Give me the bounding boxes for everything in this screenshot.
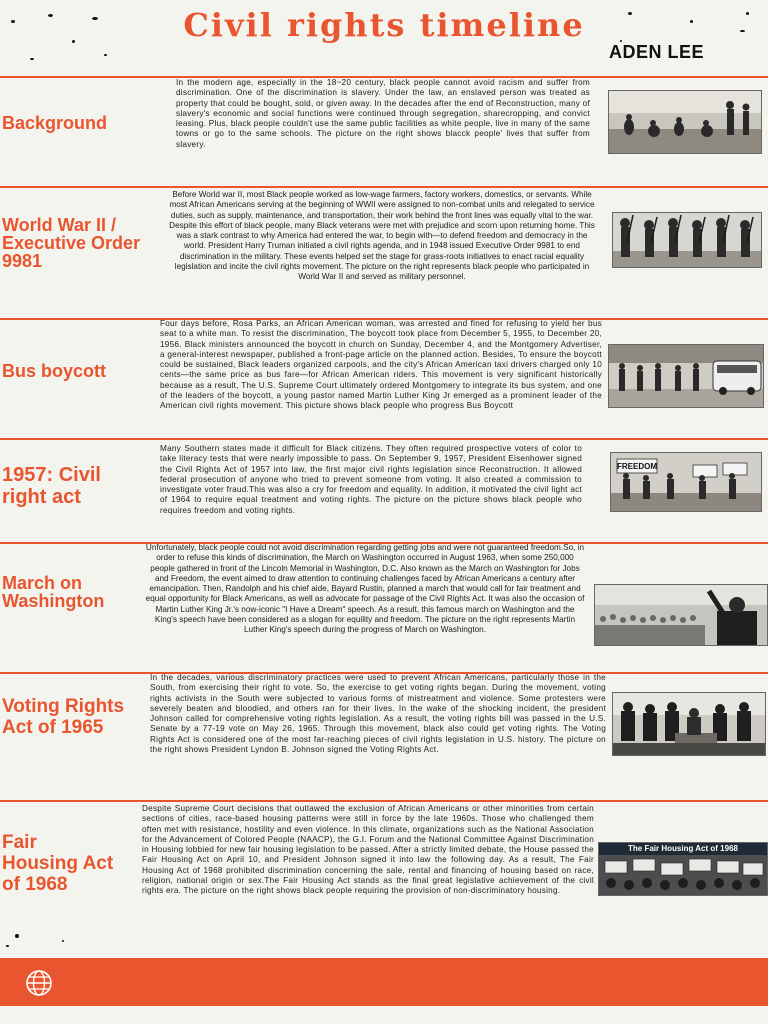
author-name: ADEN LEE	[608, 42, 704, 62]
section-voting-rights-act-1965	[0, 672, 768, 800]
section-divider	[0, 186, 768, 188]
section-photo	[612, 692, 766, 756]
section-title: March on Washington	[2, 573, 105, 611]
section-fair-housing-act-1968	[0, 800, 768, 956]
section-civil-rights-act-1957	[0, 438, 768, 542]
section-body: Many Southern states made it difficult for Black citizens. They often required prospective voters of color to take literacy tests that were nearly impossible to pass. On September 9, 1957, President Eisenhower signed the Civil Rights Act of 1957 into law, the first major civil rights legislation since Reconstruction. It allowed federal prosecution of anyone who tried to prevent someone from voting. It also created a commission to investigate voter fraud.This was also a cry for freedom and equality. In addition, it motivated the civil light act of 1964 to require equal treatment and voting rights. The picture on the picture shows black people who requires freedom and voting rights.	[160, 444, 582, 515]
section-background	[0, 76, 768, 186]
section-march-on-washington	[0, 542, 768, 672]
section-title: Fair Housing Act of 1968	[2, 832, 114, 895]
section-title: World War II / Executive Order 9981	[2, 215, 141, 271]
section-photo	[612, 212, 762, 268]
section-title: Bus boycott	[2, 361, 107, 381]
section-photo	[608, 344, 764, 408]
section-title: Background	[2, 113, 108, 133]
section-title: Voting Rights Act of 1965	[2, 696, 125, 738]
section-photo	[598, 842, 768, 896]
footer-bar	[0, 958, 768, 1006]
section-photo	[608, 90, 762, 154]
section-body: Despite Supreme Court decisions that outlawed the exclusion of African Americans or other minorities from certain sections of cities, race-based housing patterns were still in force by the late 1960s. Those who challenged them often met with resistance, hostility and even violence. In this climate, organizations such as the National Association for the Advancement of Colored People (NAACP), the G.I. Forum and the National Committee Against Discrimination in Housing lobbied for new fair housing legislation to be passed. After a strictly limited debate, the House passed the Fair Housing Act on April 10, and President Johnson signed it into law the following day. As a result, The Fair Housing Act of 1968 prohibited discrimination concerning the sale, rental and financing of housing based on race, religion, national origin or sex.The Fair Housing Act stands as the final great legislative achievement of the civil rights era. The picture on the right shows black people requiring the provision of non-discriminatory housing.	[142, 804, 594, 896]
page-title: Civil rights timeline	[183, 6, 585, 44]
section-bus-boycott	[0, 318, 768, 438]
photo-sign-text: FREEDOM	[617, 462, 657, 471]
photo-caption: The Fair Housing Act of 1968	[599, 843, 767, 855]
section-world-war-ii	[0, 186, 768, 318]
section-photo	[594, 584, 768, 646]
section-body: In the decades, various discriminatory practices were used to prevent African Americans, particularly those in the South, from exercising their right to vote. So, the exercise to get voting rights began. During the movement, voting rights activists in the South were subjected to various forms of mistreatment and violence. Some protesters were severely beaten and bloodied, and others ran for their lives. In the wake of the shocking incident, the president Johnson called for comprehensive voting rights legislation. As a result, the voting rights bill was passed in the U.S. Senate by a 77-19 vote on May 26, 1965. Through this movement, black also could get voting rights. The Voting Rights Act is considered one of the most far-reaching pieces of civil rights legislation in U.S. history. The picture on the right shows President Lyndon B. Johnson signed the Voting Rights Act.	[150, 673, 606, 755]
section-title: 1957: Civil right act	[2, 464, 101, 508]
section-body: Unfortunately, black people could not avoid discrimination regarding getting jobs and were not guaranteed freedom.So, in order to refuse this kinds of discrimination, the March on Washington occurred in August 1963, when some 250,000 people gathered in front of the Lincoln Memorial in Washington, D.C. Also known as the March on Washington for Jobs and Freedom, the event aimed to draw attention to continuing challenges faced by African Americans a century after emancipation. Then, Randolph and his chief aide, Bayard Rustin, planned a march that would call for fair treatment and equal opportunity for Black Americans, as well as advocate for passage of the Civil Rights Act. It was also the occasion of Martin Luther King Jr.'s now-iconic "I Have a Dream" speech. As a result, this famous march on Washington and the King's speech have been considered as a slogan for equility and freedom. The picture on the right represents Martin Luther King's speech during the progress of March on Washington.	[145, 543, 585, 635]
section-body: Before World war II, most Black people worked as low-wage farmers, factory workers, domestics, or servants. While most African Americans serving at the beginning of WWII were assigned to non-combat units and relegated to service duties, such as supply, maintenance, and transportation, their work behind the front lines was equally vital to the war. Despite this effort of black people, many Black veterans were met with prejudice and scorn upon returning home. This was a stark contrast to why America had entered the war, to begin with—to defend freedom and democracy in the world. President Harry Truman initiated a civil rights agenda, and in 1948 issued Executive Order 9981 to end discrimination in the military. These events helped set the stage for grass-roots initiatives to enact racial equality legislation and incite the civil rights movement. The picture on the right represents black people who participated in World War II and served as military personnel.	[169, 190, 595, 282]
section-divider	[0, 438, 768, 440]
section-divider	[0, 800, 768, 802]
section-photo	[610, 452, 762, 512]
section-body: In the modern age, especially in the 18~20 century, black people cannot avoid racism and suffer from discrimination. One of the discrimination is slavery. Under the law, an enslaved person was treated as property that could be bought, sold, or given away. In the decades after the end of Reconstruction, many of slavery's economic and social functions were continued through segregation, sharecropping, and convict leasing. Plus, black people couldn't use the same public facilities as white people, live in many of the same towns or go to the same schools. The picture on the right shows blacck people' lives that suffer from slavery.	[176, 78, 590, 149]
section-body: Four days before, Rosa Parks, an African American woman, was arrested and fined for refusing to yield her bus seat to a white man. To resist the discrimination, The boycott took place from December 5, 1955, to December 20, 1956. Black ministers announced the boycott in church on Sunday, December 4, and the Montgomery Advertiser, a general-interest newspaper, published a front-page article on the planned action. Besides, To ensure the boycott could be sustained, Black leaders organized carpools, and the city's African American taxi drivers charged only 10 cents—the same price as bus fare—for African American riders. This movement is very significant historically because as a result, The U.S. Supreme Court ultimately ordered Montgomery to integrate its bus system, and one of the leaders of the boycott, a young pastor named Martin Luther King Jr emerged as a prominent leader of the American civil rights movement. This picture shows black people who progress Bus Boycott	[160, 319, 602, 411]
globe-icon[interactable]	[25, 969, 53, 997]
